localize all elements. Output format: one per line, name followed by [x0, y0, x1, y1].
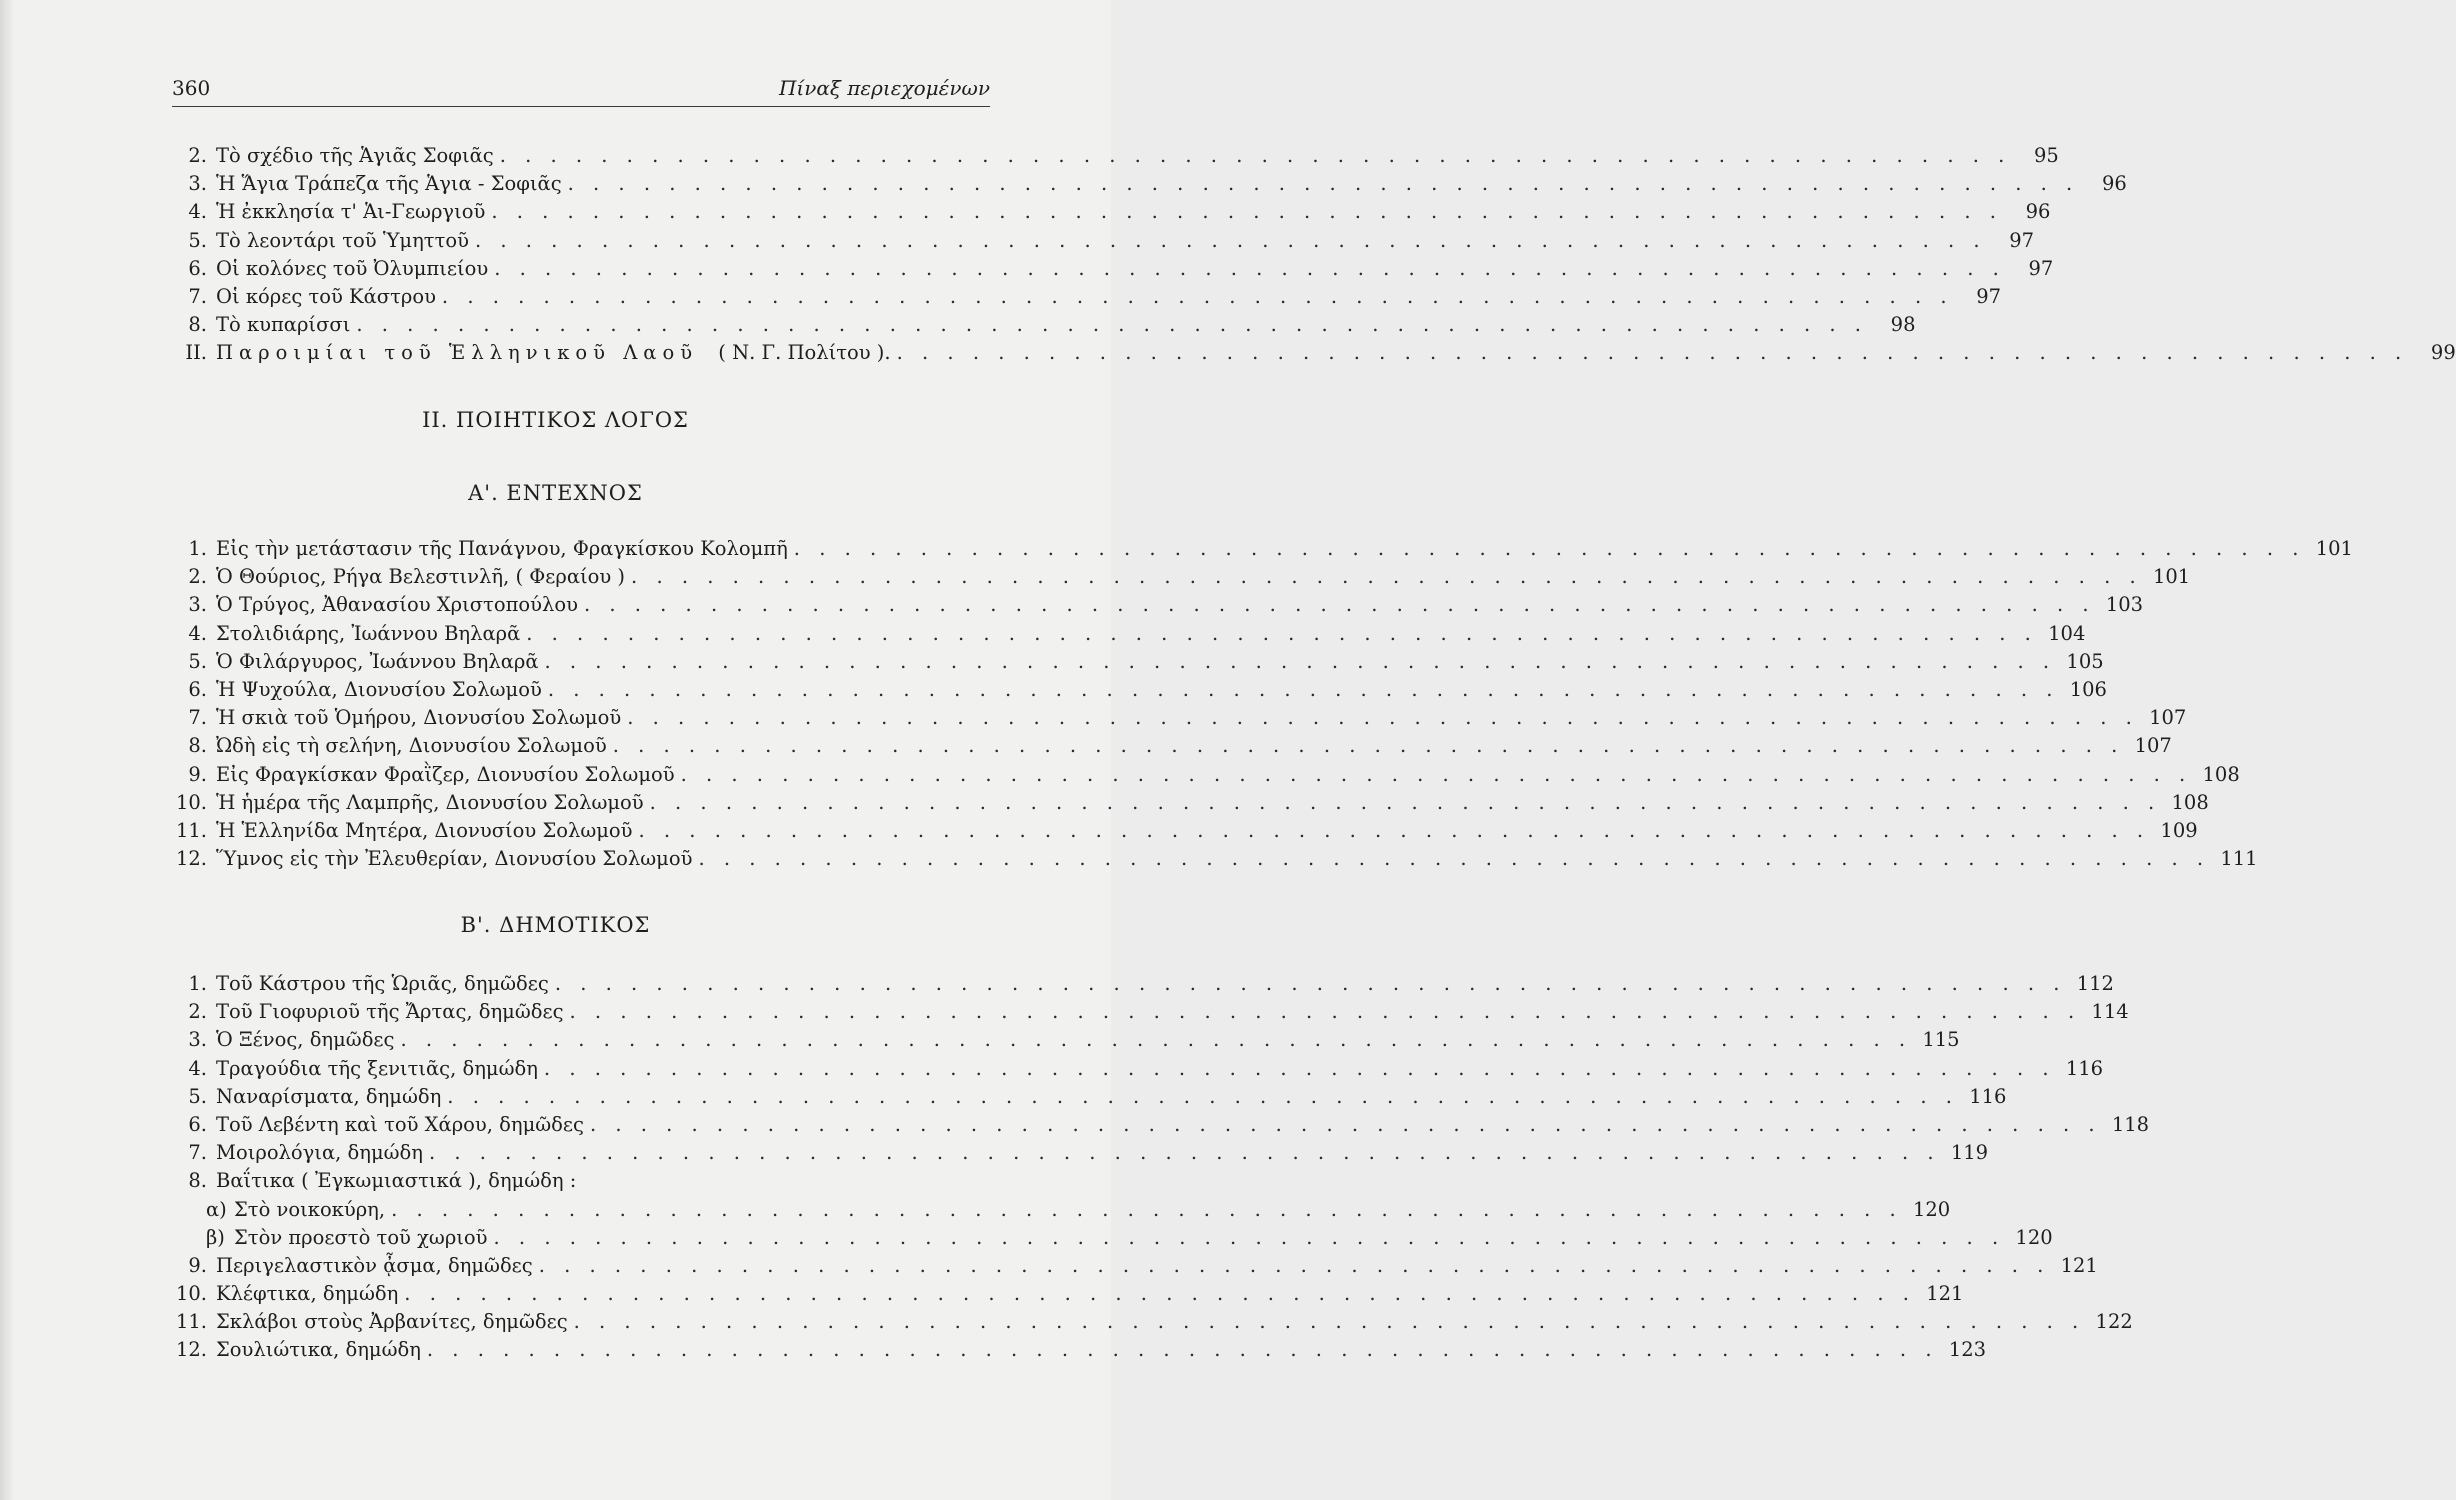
entry-title: Ἡ ἐκκλησία τ' Ἁι-Γεωργιοῦ [216, 200, 486, 224]
entry-page: 103 [2105, 593, 2144, 617]
entry-page: 116 [1969, 1084, 2007, 1108]
entry-title: Ἡ Ἅγια Τράπεζα τῆς Ἁγια - Σοφιᾶς [216, 172, 562, 196]
entry-page: 97 [2028, 256, 2054, 280]
entry-number: 1. [188, 537, 207, 560]
toc-section-paroimiai [150, 339, 2456, 367]
entry-page: 96 [2101, 172, 2127, 196]
entry-title: Ὠδὴ εἰς τὴ σελήνη, Διονυσίου Σολωμοῦ [216, 734, 607, 758]
entry-number: 12. [175, 847, 207, 871]
entry-title: Στὸ νοικοκύρη, [234, 1197, 386, 1221]
leader-dots: . . . . . . . . . . . . . . . . . . . . . . . . . . . . . . . . . . . . . . . . . . . . . . . . . . . . . . . . . . . . [547, 677, 2059, 701]
leader-dots: . . . . . . . . . . . . . . . . . . . . . . . . . . . . . . . . . . . . . . . . . . . . . . . . . . . . . . . . . . . . [569, 1000, 2081, 1024]
entry-page: 120 [1912, 1197, 1951, 1221]
entry-title: Κλέφτικα, δημώδη [216, 1282, 399, 1306]
entry-page: 105 [2066, 649, 2104, 673]
toc-entry [150, 1252, 2098, 1280]
toc-entry [150, 563, 2191, 591]
entry-number: 2. [188, 144, 207, 167]
page-number: 360 [172, 76, 211, 100]
entry-page: 95 [2033, 144, 2059, 167]
entry-title: Τὸ σχέδιο τῆς Ἁγιᾶς Σοφιᾶς [216, 144, 494, 167]
toc-entry-paroimiai [150, 339, 2456, 367]
entry-title: Εἰς Φραγκίσκαν Φραῒζερ, Διονυσίου Σολωμοῦ [216, 762, 675, 786]
section-heading-poiitikos-logos: II. ΠΟΙΗΤΙΚΟΣ ΛΟΓΟΣ [422, 408, 689, 432]
toc-entry [150, 761, 2240, 789]
toc-entry [150, 620, 2086, 648]
entry-title: Τοῦ Λεβέντη καὶ τοῦ Χάρου, δημῶδες [216, 1112, 584, 1136]
entry-number: 9. [188, 762, 207, 786]
entry-number: 12. [175, 1338, 207, 1362]
entry-page: 114 [2091, 1000, 2129, 1024]
toc-entry [150, 1055, 2104, 1083]
entry-page: 99 [2430, 341, 2456, 364]
leader-dots: . . . . . . . . . . . . . . . . . . . . . . . . . . . . . . . . . . . . . . . . . . . . . . . . . . . . . . . . . . . . [526, 621, 2038, 645]
entry-title: Ὁ Ξένος, δημῶδες [216, 1028, 395, 1052]
entry-page: 119 [1950, 1141, 1989, 1165]
toc-entry [150, 845, 2258, 873]
entry-number: 7. [188, 706, 207, 730]
entry-page: 98 [1890, 313, 1916, 337]
toc-entry [150, 1026, 1960, 1054]
leader-dots: . . . . . . . . . . . . . . . . . . . . . . . . . . . . . . . . . . . . . . . . . . . . . . . . . . . . . . . . . . . . [554, 972, 2066, 995]
leader-dots: . . . . . . . . . . . . . . . . . . . . . . . . . . . . . . . . . . . . . . . . . . . . . . . . . . . . . . . . . . . . [474, 228, 1987, 252]
entry-title: Ἡ Ψυχούλα, Διονυσίου Σολωμοῦ [216, 677, 542, 701]
leader-dots: . . . . . . . . . . . . . . . . . . . . . . . . . . . . . . . . . . . . . . . . . . . . . . . . . . . . . . . . . . . . [426, 1338, 1939, 1362]
entry-number: 6. [188, 1112, 207, 1136]
leader-dots: . . . . . . . . . . . . . . . . . . . . . . . . . . . . . . . . . . . . . . . . . . . . . . . . . . . . . . . . . . . . [491, 200, 2003, 224]
entry-number: 5. [188, 649, 207, 673]
entry-title: Ἡ σκιὰ τοῦ Ὁμήρου, Διονυσίου Σολωμοῦ [216, 706, 622, 730]
toc-entry [150, 1167, 995, 1195]
entry-page: 107 [2149, 706, 2187, 730]
entry-title: Ὁ Τρύγος, Ἀθανασίου Χριστοπούλου [216, 593, 578, 617]
toc-entry [150, 648, 2104, 676]
toc-entry [150, 1336, 1987, 1364]
entry-title: Τραγούδια τῆς ξενιτιᾶς, δημώδη [216, 1056, 538, 1080]
leader-dots: . . . . . . . . . . . . . . . . . . . . . . . . . . . . . . . . . . . . . . . . . . . . . . . . . . . . . . . . . . . . [793, 537, 2305, 560]
toc-section-entechnos [150, 535, 2353, 873]
entry-number: 8. [188, 734, 207, 758]
leader-dots: . . . . . . . . . . . . . . . . . . . . . . . . . . . . . . . . . . . . . . . . . . . . . . . . . . . . . . . . . . . . [627, 706, 2139, 730]
leader-dots: . . . . . . . . . . . . . . . . . . . . . . . . . . . . . . . . . . . . . . . . . . . . . . . . . . . . . . . . . . . . [631, 565, 2143, 589]
toc-entry [150, 227, 2035, 255]
entry-title: Οἱ κόρες τοῦ Κάστρου [216, 284, 436, 308]
entry-number: 8. [188, 313, 207, 337]
entry-title: Τὸ κυπαρίσσι [216, 313, 351, 337]
toc-entry [150, 676, 2107, 704]
leader-dots: . . . . . . . . . . . . . . . . . . . . . . . . . . . . . . . . . . . . . . . . . . . . . . . . . . . . . . . . . . . . [499, 144, 2011, 167]
entry-title: Οἱ κολόνες τοῦ Ὀλυμπιείου [216, 256, 489, 280]
toc-entry [150, 255, 2054, 283]
entry-page: 112 [2076, 972, 2114, 995]
entry-number: 3. [188, 172, 207, 196]
entry-number: 4. [188, 200, 207, 224]
entry-page: 120 [2015, 1225, 2053, 1249]
entry-page: 121 [1926, 1282, 1964, 1306]
entry-title: Σουλιώτικα, δημώδη [216, 1338, 421, 1362]
entry-number: 5. [188, 1084, 207, 1108]
entry-title: Τὸ λεοντάρι τοῦ Ὑμηττοῦ [216, 228, 469, 252]
leader-dots: . . . . . . . . . . . . . . . . . . . . . . . . . . . . . . . . . . . . . . . . . . . . . . . . . . . . . . . . . . . . [538, 1253, 2050, 1277]
entry-title: Βαΐτικα ( Ἐγκωμιαστικά ), δημώδη : [216, 1169, 577, 1193]
leader-dots: . . . . . . . . . . . . . . . . . . . . . . . . . . . . . . . . . . . . . . . . . . . . . . . . . . . . . . . . . . . . [493, 1225, 2005, 1249]
entry-title: Περιγελαστικὸν ᾆσμα, δημῶδες [216, 1253, 533, 1277]
leader-dots: . . . . . . . . . . . . . . . . . . . . . . . . . . . . . . . . . . . . . . . . . . . . . . . . . . . . . . . . . . . . [896, 341, 2408, 364]
leader-dots: . . . . . . . . . . . . . . . . . . . . . . . . . . . . . . . . . . . . . . . . . . . . . . . . . . . . . . . . . . . . [573, 1310, 2085, 1334]
entry-number: α) [206, 1197, 227, 1221]
entry-page: 97 [2009, 228, 2035, 252]
toc-entry [150, 142, 2059, 170]
entry-page: 108 [2202, 762, 2240, 786]
toc-entry [150, 704, 2187, 732]
leader-dots: . . . . . . . . . . . . . . . . . . . . . . . . . . . . . . . . . . . . . . . . . . . . . . . . . . . . . . . . . . . . [583, 593, 2096, 617]
entry-number: 1. [188, 972, 207, 995]
running-header [172, 72, 990, 107]
entry-page: 122 [2095, 1310, 2133, 1334]
running-title: Πίναξ περιεχομένων [778, 76, 990, 100]
entry-title: Σκλάβοι στοὺς Ἀρβανίτες, δημῶδες [216, 1310, 568, 1334]
leader-dots: . . . . . . . . . . . . . . . . . . . . . . . . . . . . . . . . . . . . . . . . . . . . . . . . . . . . . . . . . . . . [404, 1282, 1916, 1306]
toc-entry [150, 817, 2198, 845]
leader-dots: . . . . . . . . . . . . . . . . . . . . . . . . . . . . . . . . . . . . . . . . . . . . . . . . . . . . . . . . . . . . [567, 172, 2079, 196]
entry-number: 3. [188, 593, 207, 617]
entry-number: 2. [188, 1000, 207, 1024]
toc-entry [150, 1083, 2007, 1111]
entry-number: 2. [188, 565, 207, 589]
leader-dots: . . . . . . . . . . . . . . . . . . . . . . . . . . . . . . . . . . . . . . . . . . . . . . . . . . . . . . . . . . . . [680, 762, 2192, 786]
entry-number: 4. [188, 621, 207, 645]
entry-number: II. [185, 341, 207, 364]
toc-entry [150, 311, 1916, 339]
entry-author: ( Ν. Γ. Πολίτου ). [718, 341, 891, 364]
entry-page: 104 [2048, 621, 2086, 645]
toc-entry [150, 1224, 2053, 1252]
leader-dots: . . . . . . . . . . . . . . . . . . . . . . . . . . . . . . . . . . . . . . . . . . . . . . . . . . . . . . . . . . . . [391, 1197, 1903, 1221]
leader-dots: . . . . . . . . . . . . . . . . . . . . . . . . . . . . . . . . . . . . . . . . . . . . . . . . . . . . . . . . . . . . [400, 1028, 1912, 1052]
leader-dots: . . . . . . . . . . . . . . . . . . . . . . . . . . . . . . . . . . . . . . . . . . . . . . . . . . . . . . . . . . . . [612, 734, 2124, 758]
toc-entry [150, 732, 2172, 760]
toc-entry [150, 970, 2114, 998]
entry-number: 5. [188, 228, 207, 252]
entry-number: 9. [188, 1253, 207, 1277]
entry-title: Τοῦ Κάστρου τῆς Ὡριᾶς, δημῶδες [216, 972, 549, 995]
leader-dots: . . . . . . . . . . . . . . . . . . . . . . . . . . . . . . . . . . . . . . . . . . . . . . . . . . . . . . . . . . . . [428, 1141, 1941, 1165]
entry-page: 116 [2065, 1056, 2104, 1080]
entry-page: 107 [2134, 734, 2172, 758]
entry-title: Ἡ ἡμέρα τῆς Λαμπρῆς, Διονυσίου Σολωμοῦ [216, 790, 644, 814]
entry-title: Τοῦ Γιοφυριοῦ τῆς Ἄρτας, δημῶδες [216, 1000, 564, 1024]
toc-section-dimotikos [150, 970, 2150, 1365]
entry-page: 111 [2220, 847, 2258, 871]
leader-dots: . . . . . . . . . . . . . . . . . . . . . . . . . . . . . . . . . . . . . . . . . . . . . . . . . . . . . . . . . . . . [589, 1112, 2102, 1136]
leader-dots: . . . . . . . . . . . . . . . . . . . . . . . . . . . . . . . . . . . . . . . . . . . . . . . . . . . . . . . . . . . . [543, 1056, 2056, 1080]
entry-title: Ὕμνος εἰς τὴν Ἐλευθερίαν, Διονυσίου Σολωμοῦ [216, 847, 693, 871]
entry-number: 4. [188, 1056, 207, 1080]
entry-page: 109 [2160, 818, 2198, 842]
entry-title: Εἰς τὴν μετάστασιν τῆς Πανάγνου, Φραγκίσκου Κολομπῆ [216, 537, 788, 560]
entry-number: 10. [175, 790, 207, 814]
section-heading-dimotikos: Β'. ΔΗΜΟΤΙΚΟΣ [460, 913, 651, 937]
toc-entry [150, 1111, 2150, 1139]
toc-entry [150, 789, 2209, 817]
entry-page: 118 [2111, 1112, 2150, 1136]
entry-page: 97 [1976, 284, 2002, 308]
toc-entry [150, 1196, 1951, 1224]
entry-number: 7. [188, 284, 207, 308]
toc-entry [150, 283, 2002, 311]
entry-page: 108 [2171, 790, 2209, 814]
entry-page: 101 [2315, 537, 2353, 560]
page-gutter-shadow [0, 0, 14, 1500]
entry-page: 115 [1922, 1028, 1960, 1052]
entry-number: 11. [175, 1310, 207, 1334]
leader-dots: . . . . . . . . . . . . . . . . . . . . . . . . . . . . . . . . . . . . . . . . . . . . . . . . . . . . . . . . . . . . [441, 284, 1954, 308]
entry-number: 8. [188, 1169, 207, 1193]
entry-page: 101 [2152, 565, 2191, 589]
toc-section-paradoseis [150, 142, 2127, 339]
leader-dots: . . . . . . . . . . . . . . . . . . . . . . . . . . . . . . . . . . . . . . . . . . . . . . . . . . . . . . . . . . . . [544, 649, 2056, 673]
toc-entry [150, 1139, 1989, 1167]
entry-page: 106 [2069, 677, 2107, 701]
entry-title: Ναναρίσματα, δημώδη [216, 1084, 442, 1108]
toc-entry [150, 535, 2353, 563]
toc-entry [150, 1308, 2133, 1336]
toc-entry [150, 1280, 1964, 1308]
entry-title: Παροιμίαι τοῦ Ἑλληνικοῦ Λαοῦ [216, 341, 699, 364]
entry-number: 3. [188, 1028, 207, 1052]
leader-dots: . . . . . . . . . . . . . . . . . . . . . . . . . . . . . . . . . . . . . . . . . . . . . . . . . . . . . . . . . . . . [698, 847, 2210, 871]
entry-number: β) [206, 1225, 225, 1249]
toc-entry [150, 591, 2144, 619]
entry-title: Στὸν προεστὸ τοῦ χωριοῦ [234, 1225, 488, 1249]
entry-number: 7. [188, 1141, 207, 1165]
leader-dots: . . . . . . . . . . . . . . . . . . . . . . . . . . . . . . . . . . . . . . . . . . . . . . . . . . . . . . . . . . . . [447, 1084, 1959, 1108]
entry-title: Μοιρολόγια, δημώδη [216, 1141, 423, 1165]
entry-number: 10. [175, 1282, 207, 1306]
entry-title: Ἡ Ἑλληνίδα Μητέρα, Διονυσίου Σολωμοῦ [216, 818, 633, 842]
entry-title: Ὁ Φιλάργυρος, Ἰωάννου Βηλαρᾶ [216, 649, 539, 673]
toc-entry [150, 170, 2127, 198]
entry-page: 96 [2025, 200, 2051, 224]
section-heading-entechnos: Α'. ΕΝΤΕΧΝΟΣ [468, 481, 643, 505]
toc-entry [150, 998, 2129, 1026]
entry-page: 123 [1948, 1338, 1987, 1362]
entry-title: Ὁ Θούριος, Ρήγα Βελεστινλῆ, ( Φεραίου ) [216, 565, 626, 589]
toc-entry [150, 198, 2051, 226]
leader-dots: . . . . . . . . . . . . . . . . . . . . . . . . . . . . . . . . . . . . . . . . . . . . . . . . . . . . . . . . . . . . [638, 818, 2150, 842]
entry-title: Στολιδιάρης, Ἰωάννου Βηλαρᾶ [216, 621, 521, 645]
entry-number: 6. [188, 256, 207, 280]
leader-dots: . . . . . . . . . . . . . . . . . . . . . . . . . . . . . . . . . . . . . . . . . . . . . . . . . . . . . . . . . . . . [494, 256, 2006, 280]
leader-dots: . . . . . . . . . . . . . . . . . . . . . . . . . . . . . . . . . . . . . . . . . . . . . . . . . . . . . . . . . . . . [356, 313, 1868, 337]
entry-number: 6. [188, 677, 207, 701]
entry-page: 121 [2060, 1253, 2098, 1277]
entry-number: 11. [175, 818, 207, 842]
leader-dots: . . . . . . . . . . . . . . . . . . . . . . . . . . . . . . . . . . . . . . . . . . . . . . . . . . . . . . . . . . . . [649, 790, 2161, 814]
